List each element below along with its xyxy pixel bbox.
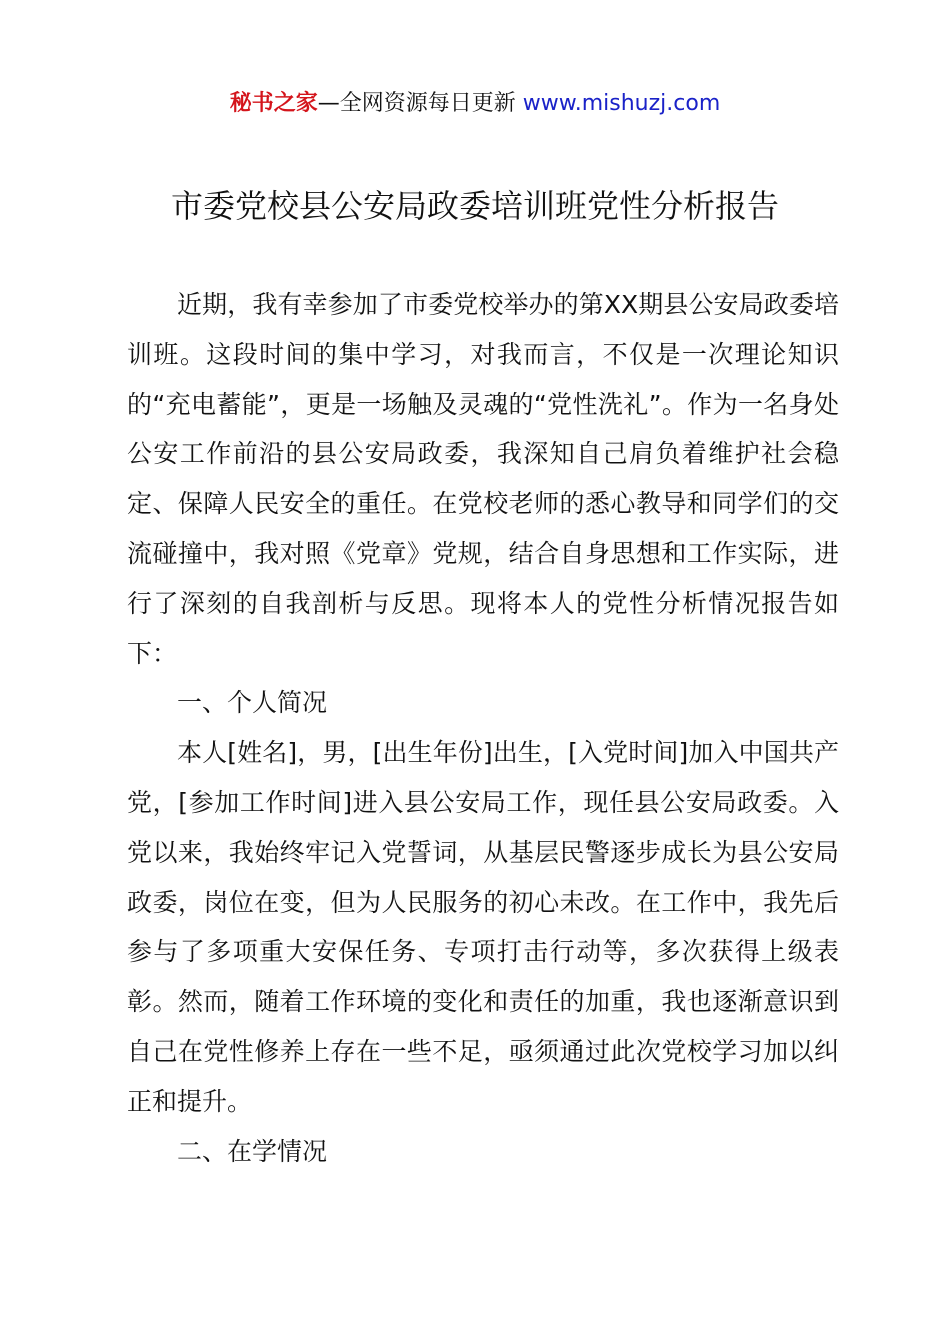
site-brand: 秘书之家	[229, 91, 318, 116]
section-heading-profile: 一、个人简况	[177, 688, 328, 718]
site-tagline: —全网资源每日更新	[317, 91, 523, 116]
document-body	[127, 280, 839, 1176]
site-header	[0, 88, 950, 120]
intro-paragraph: 近期，我有幸参加了市委党校举办的第XX期县公安局政委培训班。这段时间的集中学习，对我而言，不仅是一次理论知识的“充电蓄能”，更是一场触及灵魂的“党性洗礼”。作为一名身处公安工作前沿的县公安局政委，我深知自己肩负着维护社会稳定、保障人民安全的重任。在党校老师的悉心教导和同学们的交流碰撞中，我对照《党章》党规，结合自身思想和工作实际，进行了深刻的自我剖析与反思。现将本人的党性分析情况报告如下：	[127, 290, 839, 668]
site-url-link[interactable]: www.mishuzj.com	[522, 91, 721, 116]
document-title: 市委党校县公安局政委培训班党性分析报告	[170, 187, 779, 225]
section-heading-study: 二、在学情况	[177, 1136, 328, 1166]
profile-paragraph: 本人[姓名]，男，[出生年份]出生，[入党时间]加入中国共产党，[参加工作时间]进入县公安局工作，现任县公安局政委。入党以来，我始终牢记入党誓词，从基层民警逐步成长为县公安局政委，岗位在变，但为人民服务的初心未改。在工作中，我先后参与了多项重大安保任务、专项打击行动等，多次获得上级表彰。然而，随着工作环境的变化和责任的加重，我也逐渐意识到自己在党性修养上存在一些不足，亟须通过此次党校学习加以纠正和提升。	[127, 738, 839, 1116]
